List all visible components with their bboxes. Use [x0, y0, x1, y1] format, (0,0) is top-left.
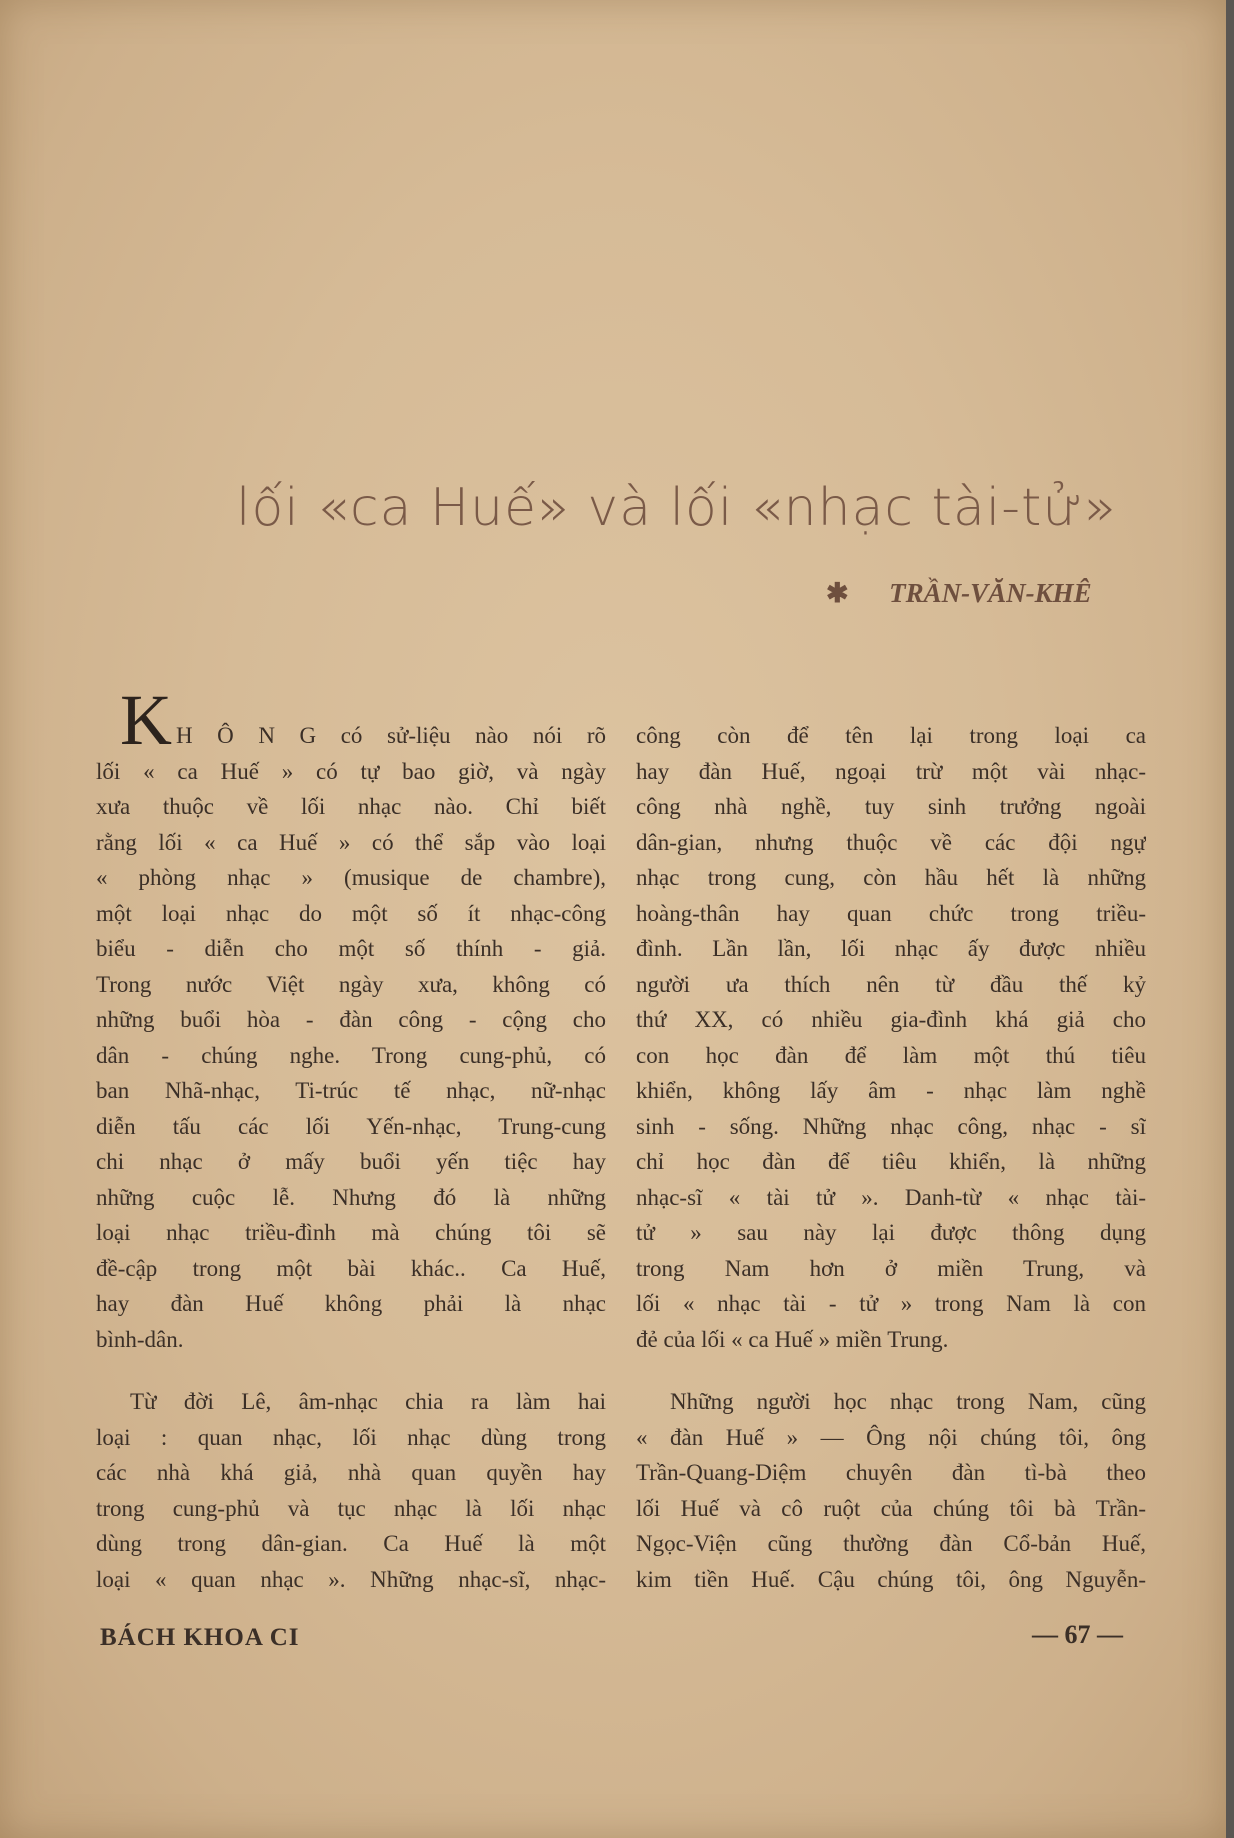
text-line: những buổi hòa - đàn công - cộng cho [96, 1007, 606, 1032]
text-line: hay đàn Huế không phải là nhạc [96, 1291, 606, 1316]
text-line: loại nhạc triều-đình mà chúng tôi sẽ [96, 1220, 606, 1245]
text-line: hoàng-thân hay quan chức trong triều- [636, 900, 1146, 926]
text-line: loại « quan nhạc ». Những nhạc-sĩ, nhạc- [96, 1566, 606, 1592]
text-line: nhạc trong cung, còn hầu hết là những [636, 865, 1146, 890]
text-line: các nhà khá giả, nhà quan quyền hay [96, 1460, 606, 1485]
text-line: lối « nhạc tài - tử » trong Nam là con [636, 1291, 1146, 1316]
article-author [826, 578, 1146, 609]
text-line: công nhà nghề, tuy sinh trưởng ngoài [636, 794, 1146, 819]
text-line: trong Nam hơn ở miền Trung, và [636, 1255, 1146, 1281]
text-line: dùng trong dân-gian. Ca Huế là một [96, 1531, 606, 1556]
text-line: người ưa thích nên từ đầu thế kỷ [636, 971, 1146, 997]
text-line: con học đàn để làm một thú tiêu [636, 1042, 1146, 1068]
text-line: loại : quan nhạc, lối nhạc dùng trong [96, 1424, 606, 1450]
text-line: « đàn Huế » — Ông nội chúng tôi, ông [636, 1424, 1146, 1450]
text-line: kim tiền Huế. Cậu chúng tôi, ông Nguyễn- [636, 1566, 1146, 1592]
right-column-paragraph-1 [636, 718, 1146, 1357]
right-column-paragraph-2 [636, 1384, 1146, 1597]
text-line: nhạc-sĩ « tài tử ». Danh-từ « nhạc tài- [636, 1184, 1146, 1210]
text-line: chỉ học đàn để tiêu khiển, là những [636, 1149, 1146, 1174]
scan-edge [1226, 0, 1234, 1838]
text-line: hay đàn Huế, ngoại trừ một vài nhạc- [636, 758, 1146, 784]
page-number: — 67 — [1032, 1620, 1123, 1649]
left-column-paragraph-2 [96, 1384, 606, 1597]
text-line: bình-dân. [96, 1326, 184, 1352]
text-line: công còn để tên lại trong loại ca [636, 723, 1146, 748]
first-line-text: H Ô N G có sử-liệu nào nói rõ [176, 723, 606, 748]
text-line: Trần-Quang-Diệm chuyên đàn tì-bà theo [636, 1460, 1146, 1485]
text-line: khiển, không lấy âm - nhạc làm nghề [636, 1078, 1146, 1103]
text-line: dân-gian, nhưng thuộc về các đội ngự [636, 829, 1146, 855]
article-title: lối «ca Huế» và lối «nhạc tài-tử» [236, 478, 1117, 538]
text-line: ban Nhã-nhạc, Ti-trúc tế nhạc, nữ-nhạc [96, 1078, 606, 1103]
author-name: TRẦN-VĂN-KHÊ [889, 578, 1092, 608]
text-line: đẻ của lối « ca Huế » miền Trung. [636, 1326, 949, 1352]
text-line: « phòng nhạc » (musique de chambre), [96, 865, 606, 890]
left-column-paragraph-1 [96, 680, 606, 1357]
publication-name: BÁCH KHOA CI [100, 1624, 300, 1651]
text-line: chi nhạc ở mấy buổi yến tiệc hay [96, 1149, 606, 1174]
text-line: Trong nước Việt ngày xưa, không có [96, 971, 606, 997]
text-line: đề-cập trong một bài khác.. Ca Huế, [96, 1255, 606, 1281]
text-line: Từ đời Lê, âm-nhạc chia ra làm hai [130, 1389, 606, 1414]
text-line: tử » sau này lại được thông dụng [636, 1220, 1146, 1245]
text-line: sinh - sống. Những nhạc công, nhạc - sĩ [636, 1113, 1146, 1139]
text-line: xưa thuộc về lối nhạc nào. Chỉ biết [96, 794, 606, 819]
text-line: lối « ca Huế » có tự bao giờ, và ngày [96, 758, 606, 784]
text-line: một loại nhạc do một số ít nhạc-công [96, 900, 606, 926]
dropcap-letter: K [120, 680, 172, 760]
text-line: trong cung-phủ và tục nhạc là lối nhạc [96, 1495, 606, 1521]
text-line: Những người học nhạc trong Nam, cũng [670, 1389, 1146, 1414]
text-line: Ngọc-Viện cũng thường đàn Cổ-bản Huế, [636, 1531, 1146, 1556]
text-line: đình. Lần lần, lối nhạc ấy được nhiều [636, 936, 1146, 961]
text-line: diễn tấu các lối Yến-nhạc, Trung-cung [96, 1113, 606, 1139]
text-line: thứ XX, có nhiều gia-đình khá giả cho [636, 1007, 1146, 1032]
dropcap-line [96, 680, 606, 760]
text-line: dân - chúng nghe. Trong cung-phủ, có [96, 1042, 606, 1068]
text-line: lối Huế và cô ruột của chúng tôi bà Trần- [636, 1495, 1146, 1521]
text-line: rằng lối « ca Huế » có thể sắp vào loại [96, 829, 606, 855]
author-star-mark: ✱ [826, 578, 849, 608]
text-line: biểu - diễn cho một số thính - giả. [96, 936, 606, 961]
text-line: những cuộc lễ. Nhưng đó là những [96, 1184, 606, 1210]
